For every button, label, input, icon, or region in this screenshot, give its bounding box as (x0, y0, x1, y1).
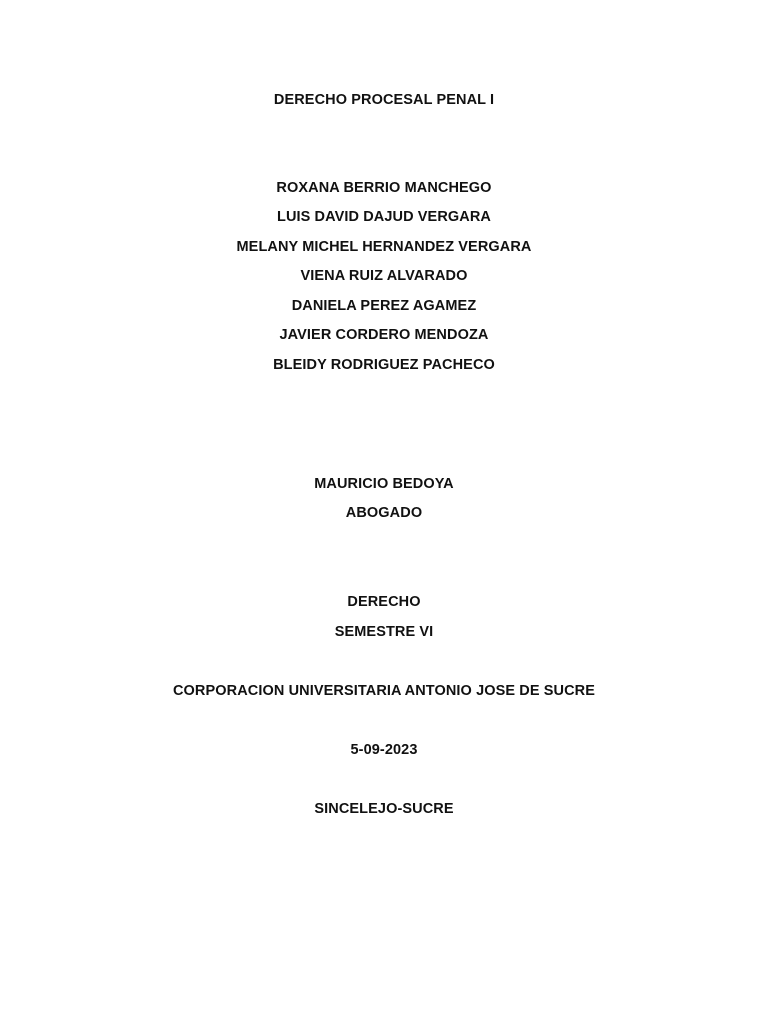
author-name: LUIS DAVID DAJUD VERGARA (276, 209, 491, 225)
course-title: DERECHO PROCESAL PENAL I (273, 92, 495, 108)
document-date: 5-09-2023 (350, 742, 418, 758)
program-name: DERECHO (347, 594, 421, 610)
author-name: ROXANA BERRIO MANCHEGO (276, 180, 492, 196)
author-name: DANIELA PEREZ AGAMEZ (291, 298, 477, 314)
semester: SEMESTRE VI (334, 624, 434, 640)
author-name: MELANY MICHEL HERNANDEZ VERGARA (236, 239, 532, 255)
institution-name: CORPORACION UNIVERSITARIA ANTONIO JOSE DE SUCRE (172, 683, 596, 699)
professor-name: MAURICIO BEDOYA (314, 476, 454, 492)
professor-title: ABOGADO (345, 505, 423, 521)
city: SINCELEJO-SUCRE (314, 801, 454, 817)
author-name: JAVIER CORDERO MENDOZA (279, 327, 489, 343)
author-name: VIENA RUIZ ALVARADO (300, 268, 468, 284)
author-name: BLEIDY RODRIGUEZ PACHECO (273, 357, 495, 373)
